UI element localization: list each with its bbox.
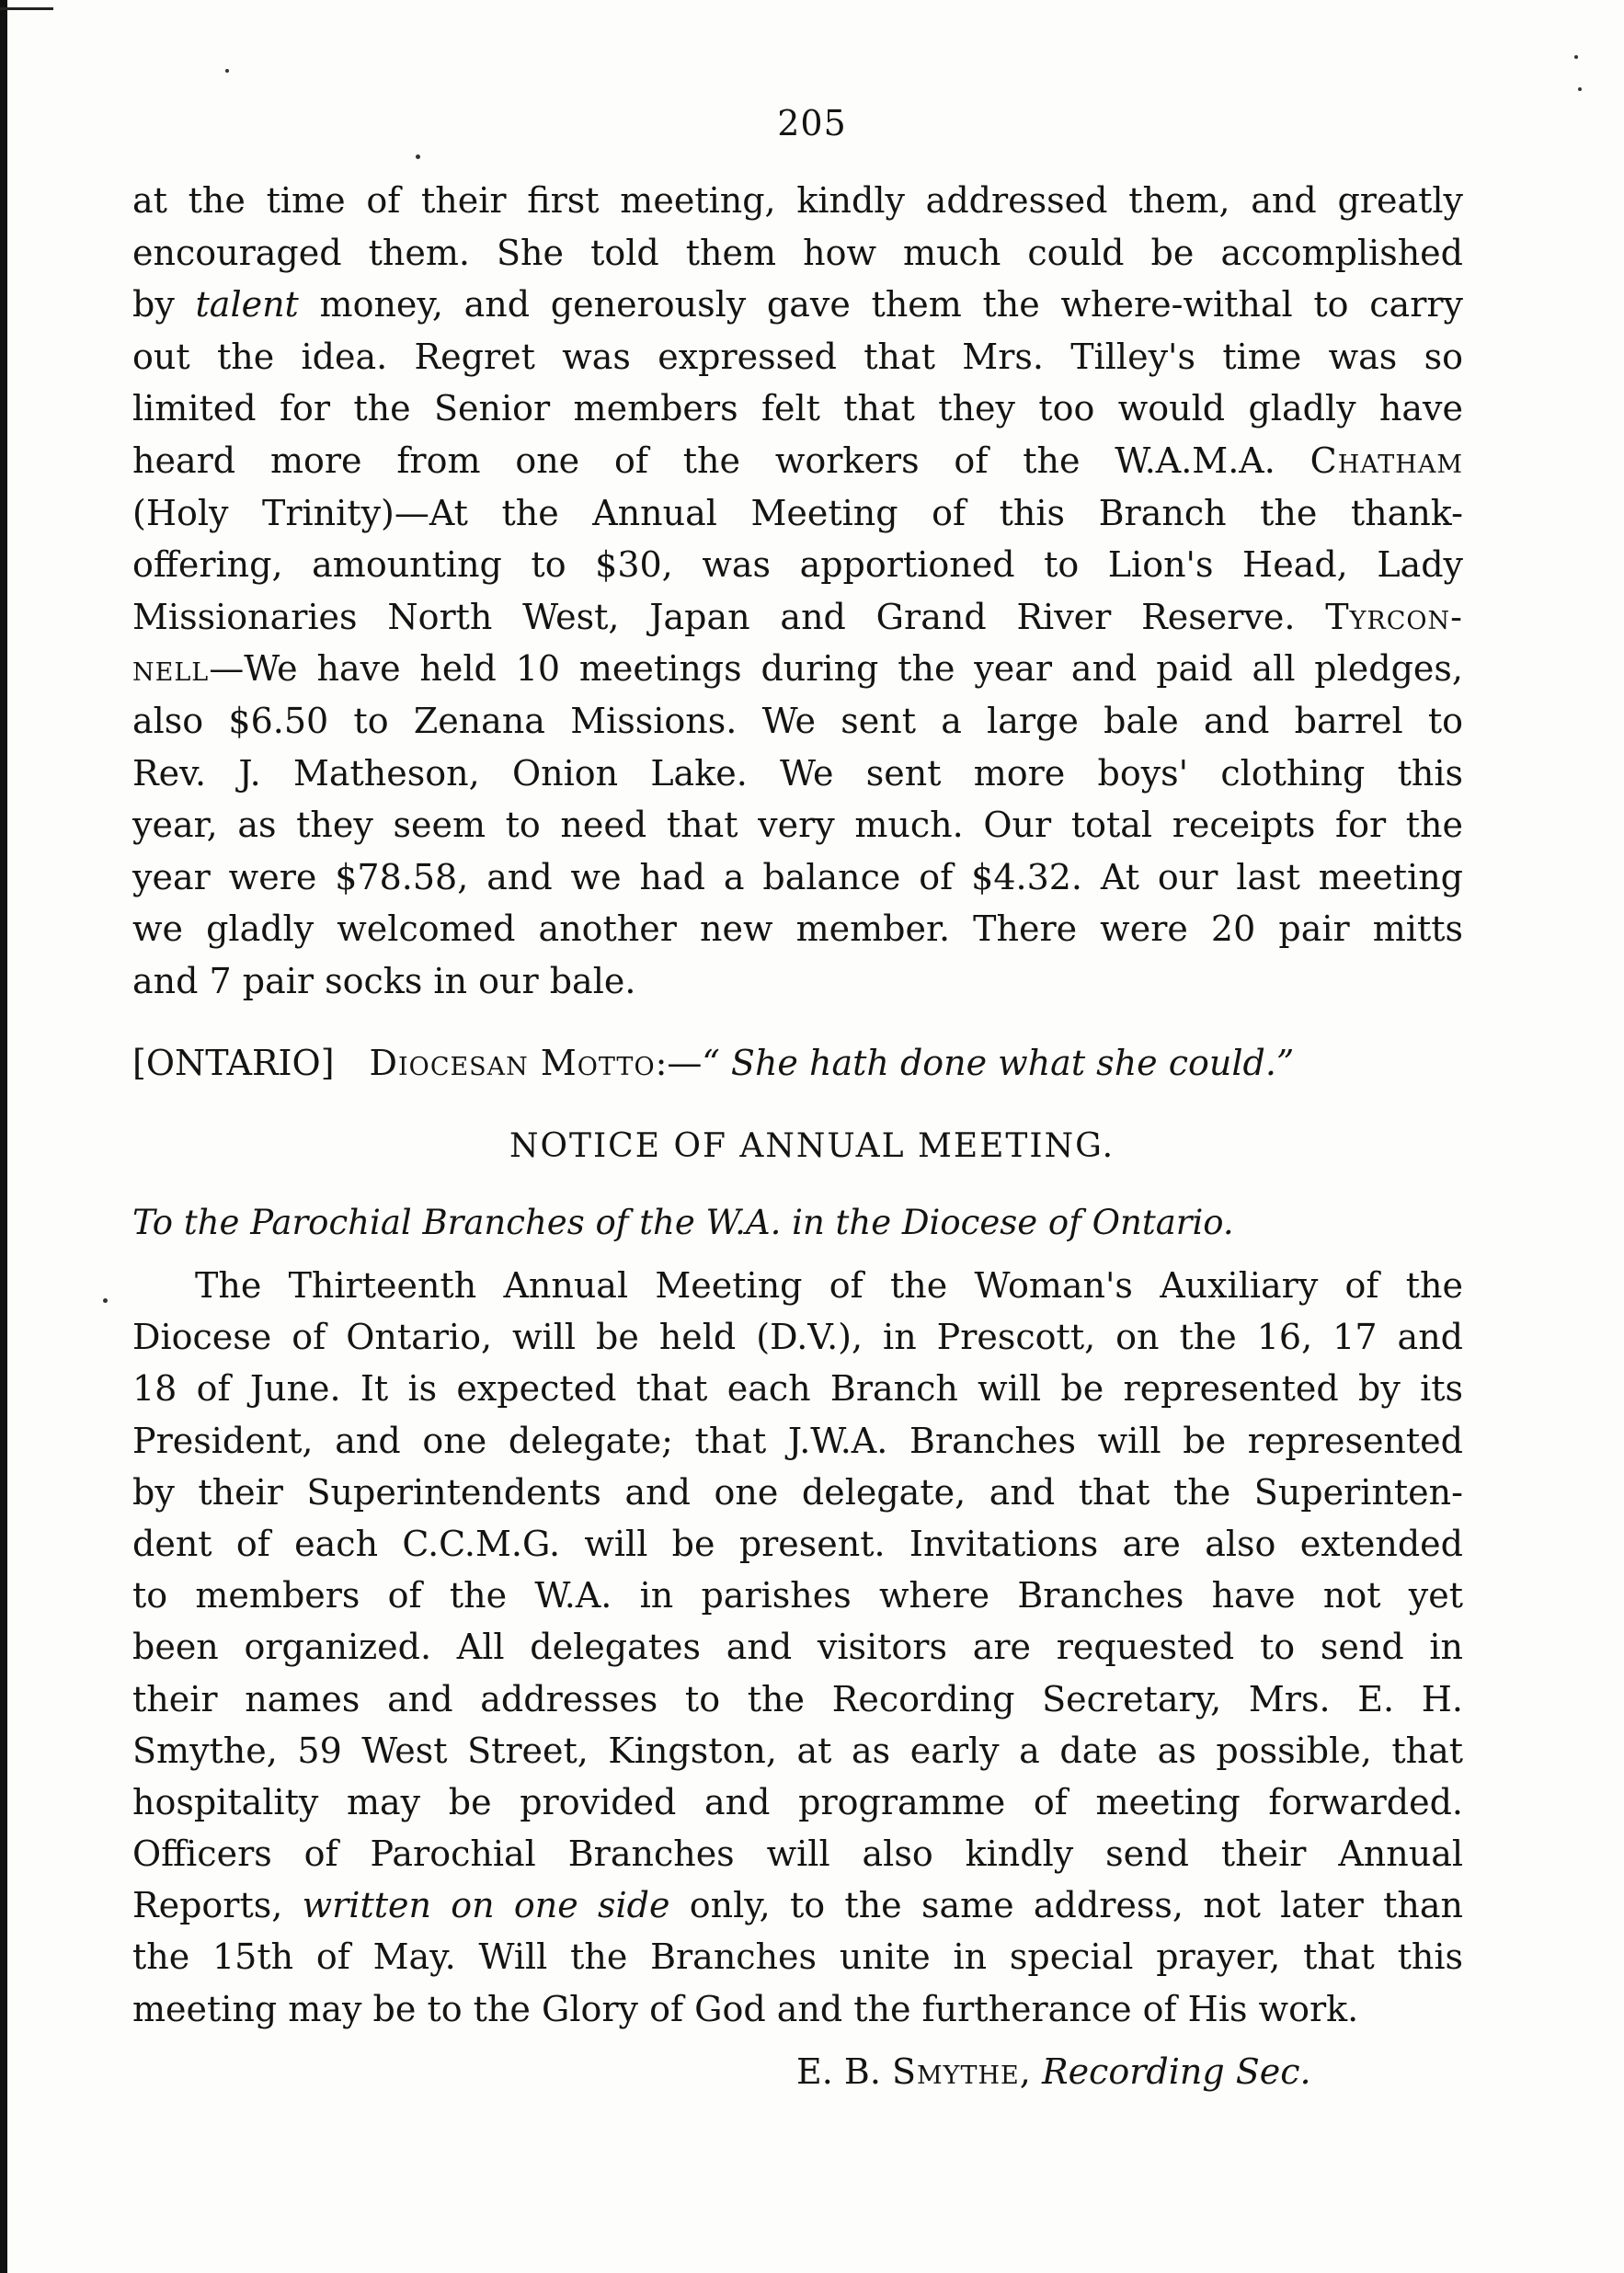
text-run: only, to the same address, not later than	[669, 1885, 1464, 1926]
corner-mark	[0, 7, 53, 10]
text-run: Reports,	[132, 1885, 303, 1926]
print-speck	[416, 154, 420, 159]
print-speck	[225, 69, 229, 73]
signature-surname: Smythe	[892, 2051, 1020, 2092]
notice-heading: NOTICE OF ANNUAL MEETING.	[509, 1127, 1115, 1165]
text-line: year were $78.58, and we had a balance of $4.32. At our last meeting	[132, 856, 1463, 897]
print-speck	[1574, 55, 1578, 59]
text-line: year, as they seem to need that very much. Our total receipts for the	[132, 805, 1463, 846]
place-name: nell	[132, 648, 210, 690]
text-run: —We have held 10 meetings during the year and paid all pledges,	[209, 648, 1463, 690]
text-line: offering, amounting to $30, was apportioned to Lion's Head, Lady	[132, 544, 1463, 586]
text-line: (Holy Trinity)—At the Annual Meeting of this Branch the thank-	[132, 492, 1463, 533]
text-line: 18 of June. It is expected that each Branch will be represented by its	[132, 1368, 1463, 1410]
text-line: President, and one delegate; that J.W.A. Branches will be represented	[132, 1420, 1463, 1461]
text-line	[132, 591, 1463, 644]
text-line: also $6.50 to Zenana Missions. We sent a large bale and barrel to	[132, 700, 1463, 741]
notice-paragraph	[132, 1260, 1463, 2035]
text-line: Rev. J. Matheson, Onion Lake. We sent more boys' clothing this	[132, 752, 1463, 794]
text-line	[132, 1879, 1463, 1931]
province-label: [ONTARIO]	[132, 1043, 335, 1083]
motto-label: Diocesan Motto	[369, 1043, 656, 1083]
signature-title: Recording Sec.	[1041, 2051, 1311, 2092]
text-run: money, and generously gave them the where-withal to carry	[298, 284, 1463, 326]
text-line: meeting may be to the Glory of God and the furtherance of His work.	[132, 1988, 1359, 2029]
text-line: dent of each C.C.M.G. will be present. Invitations are also extended	[132, 1523, 1463, 1564]
page-number: 205	[777, 103, 847, 143]
print-speck	[103, 1298, 108, 1303]
text-line: limited for the Senior members felt that they too would gladly have	[132, 388, 1463, 429]
text-line: by their Superintendents and one delegate, and that the Superinten-	[132, 1471, 1463, 1513]
text-line: hospitality may be provided and programme of meeting forwarded.	[132, 1781, 1463, 1822]
text-line: The Thirteenth Annual Meeting of the Woman's Auxiliary of the	[195, 1265, 1463, 1306]
text-line: to members of the W.A. in parishes where Branches have not yet	[132, 1575, 1463, 1616]
print-speck	[1578, 87, 1582, 91]
text-line: their names and addresses to the Recording Secretary, Mrs. E. H.	[132, 1678, 1463, 1719]
text-run: Missionaries North West, Japan and Grand River Reserve.	[132, 596, 1326, 637]
text-line: Diocese of Ontario, will be held (D.V.), in Prescott, on the 16, 17 and	[132, 1317, 1463, 1358]
text-line: and 7 pair socks in our bale.	[132, 960, 636, 1001]
place-name: Tyrcon-	[1325, 596, 1463, 637]
signature-initials: E. B.	[796, 2051, 881, 2092]
motto-text: “ She hath done what she could.”	[702, 1043, 1295, 1083]
signature: E. B. Smythe, Recording Sec.	[796, 2051, 1311, 2092]
text-run: heard more from one of the workers of the W.A.M.A.	[132, 440, 1310, 481]
text-line	[132, 435, 1463, 487]
text-line: we gladly welcomed another new member. There were 20 pair mitts	[132, 908, 1463, 950]
text-line: at the time of their first meeting, kindly addressed them, and greatly	[132, 180, 1463, 221]
place-name: Chatham	[1309, 440, 1463, 481]
text-line	[132, 643, 1463, 695]
text-line: Smythe, 59 West Street, Kingston, at as early a date as possible, that	[132, 1730, 1463, 1771]
text-line	[132, 279, 1463, 331]
text-run: by	[132, 284, 196, 326]
text-line: the 15th of May. Will the Branches unite in special prayer, that this	[132, 1936, 1463, 1978]
text-line: encouraged them. She told them how much could be accomplished	[132, 232, 1463, 273]
motto-separator: :—	[655, 1043, 703, 1083]
italic-run: written on one side	[302, 1885, 670, 1926]
paragraph-branch-reports	[132, 175, 1463, 1008]
text-line: been organized. All delegates and visitors are requested to send in	[132, 1627, 1463, 1668]
text-line: Officers of Parochial Branches will also kindly send their Annual	[132, 1833, 1463, 1875]
italic-run: talent	[195, 284, 299, 326]
diocesan-header	[132, 1037, 1463, 1089]
text-line: out the idea. Regret was expressed that Mrs. Tilley's time was so	[132, 336, 1463, 377]
notice-addressee: To the Parochial Branches of the W.A. in the Diocese of Ontario.	[132, 1203, 1234, 1242]
